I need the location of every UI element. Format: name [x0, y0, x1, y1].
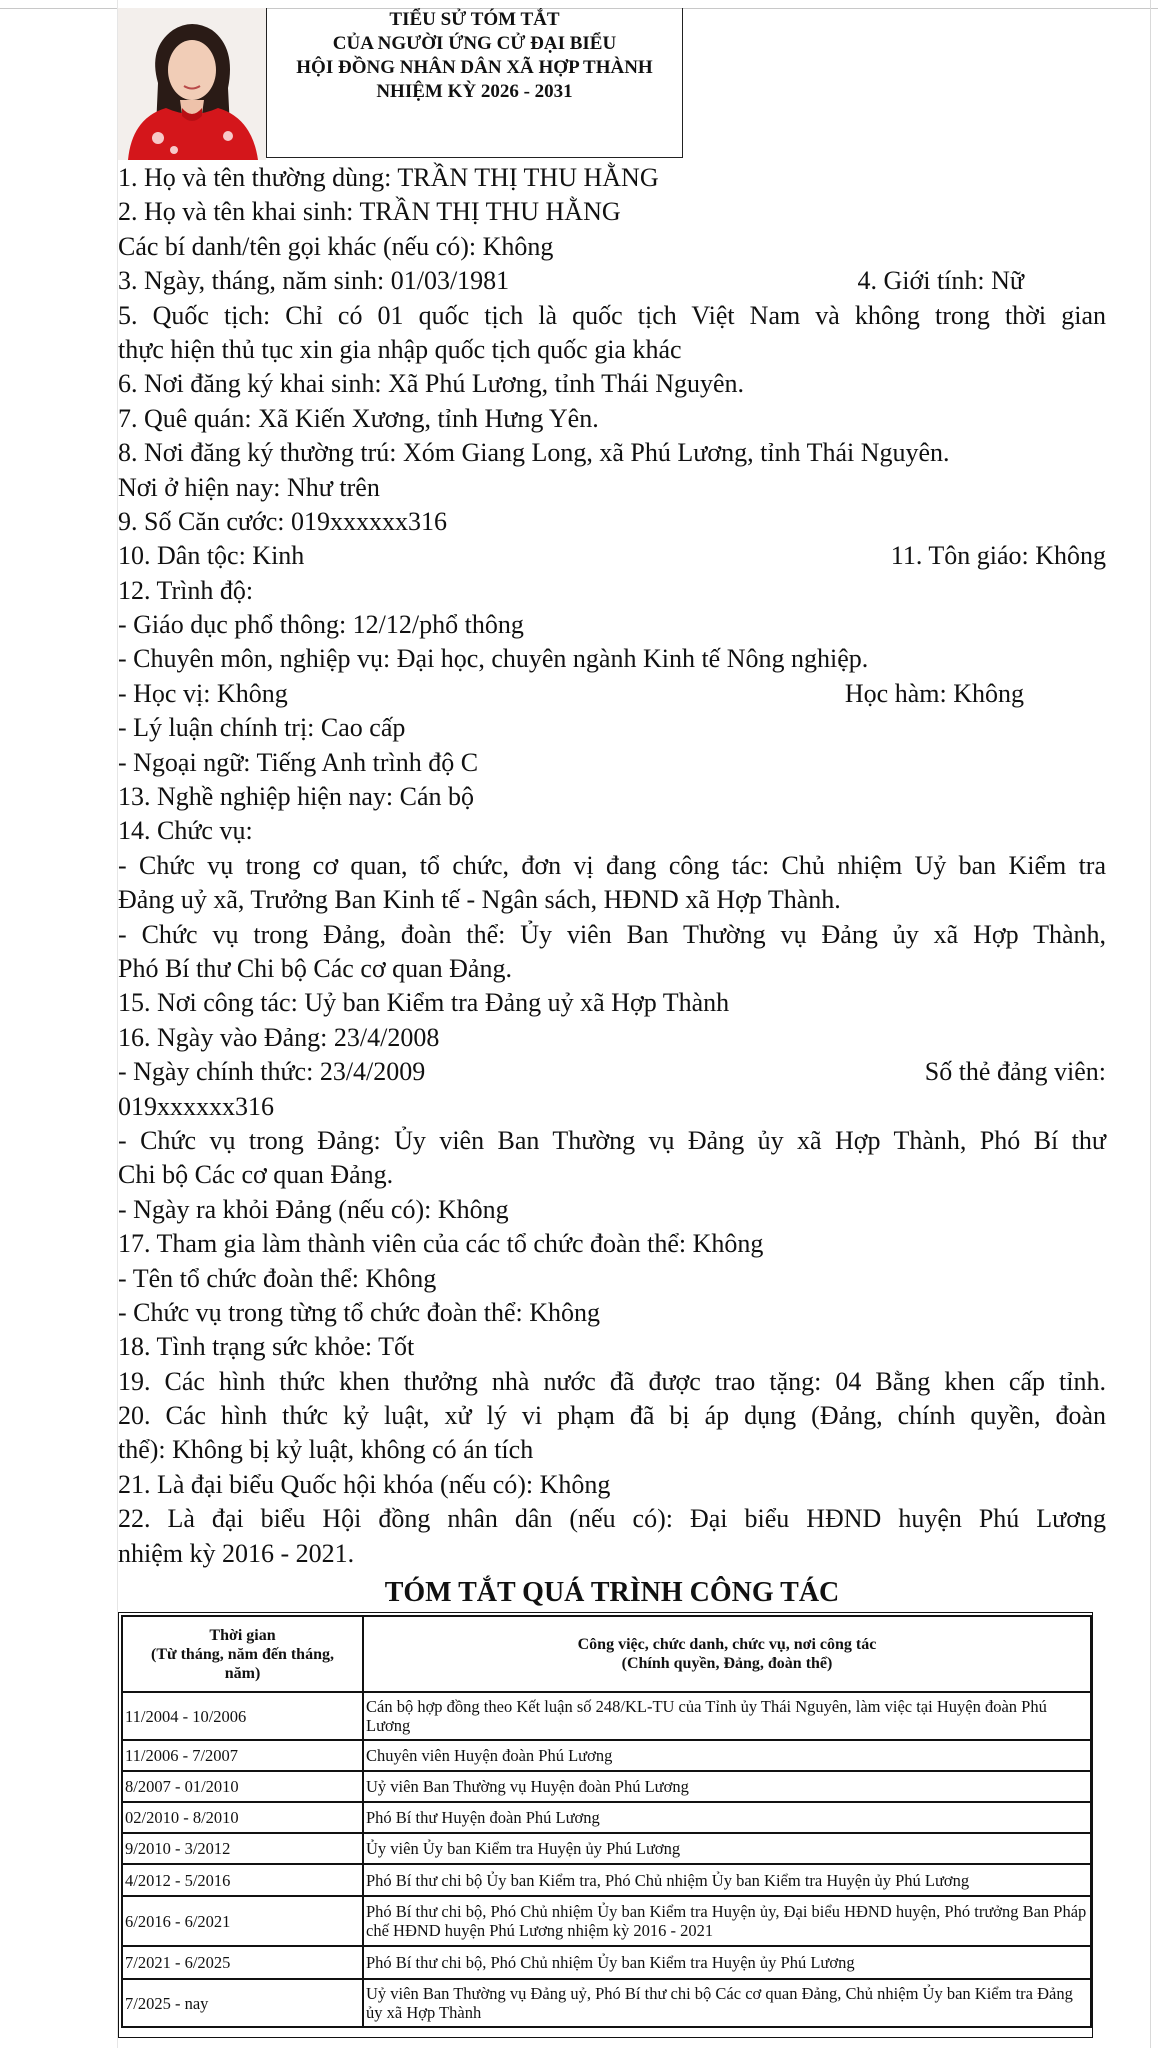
academic-degree: - Học vị: Không [118, 678, 288, 708]
bio-line: nhiệm kỳ 2016 - 2021. [118, 1538, 355, 1568]
bio-line: 019xxxxxx316 [118, 1091, 274, 1121]
header-period-line: Thời gian [209, 1626, 276, 1644]
period-cell: 9/2010 - 3/2012 [122, 1833, 363, 1864]
period-cell: 7/2025 - nay [122, 1979, 363, 2027]
description-cell: Chuyên viên Huyện đoàn Phú Lương [363, 1740, 1091, 1771]
table-row [122, 1692, 1091, 1740]
religion: 11. Tôn giáo: Không [890, 541, 1106, 571]
period-cell: 11/2006 - 7/2007 [122, 1740, 363, 1771]
bio-line: - Chức vụ trong Đảng: Ủy viên Ban Thường vụ Đảng ủy xã Hợp Thành, Phó Bí thư [118, 1125, 1106, 1155]
bio-line: 5. Quốc tịch: Chỉ có 01 quốc tịch là quốc tịch Việt Nam và không trong thời gian [118, 300, 1106, 330]
candidate-photo [118, 8, 266, 160]
table-row [122, 1740, 1091, 1771]
bio-line: - Ngày ra khỏi Đảng (nếu có): Không [118, 1194, 509, 1224]
title-line-1: TIỂU SỬ TÓM TẮT [389, 9, 560, 30]
bio-line-pair [118, 539, 1106, 573]
header-period-line: năm) [224, 1664, 261, 1682]
bio-line: 17. Tham gia làm thành viên của các tổ chức đoàn thể: Không [118, 1229, 764, 1259]
bio-line: 16. Ngày vào Đảng: 23/4/2008 [118, 1022, 440, 1052]
table-row [122, 1833, 1091, 1864]
bio-line: Phó Bí thư Chi bộ Các cơ quan Đảng. [118, 953, 512, 983]
document-title-box [266, 8, 683, 158]
period-cell: 8/2007 - 01/2010 [122, 1771, 363, 1802]
bio-line: 14. Chức vụ: [118, 816, 253, 846]
period-cell: 6/2016 - 6/2021 [122, 1896, 363, 1946]
bio-line: Các bí danh/tên gọi khác (nếu có): Không [118, 231, 554, 261]
bio-line: - Giáo dục phổ thông: 12/12/phổ thông [118, 610, 524, 640]
period-cell: 4/2012 - 5/2016 [122, 1864, 363, 1896]
official-party-date: - Ngày chính thức: 23/4/2009 [118, 1057, 426, 1087]
period-cell: 02/2010 - 8/2010 [122, 1802, 363, 1833]
bio-line: 12. Trình độ: [118, 575, 254, 605]
bio-line: - Chức vụ trong từng tổ chức đoàn thể: Không [118, 1297, 601, 1327]
bio-line: - Chức vụ trong cơ quan, tổ chức, đơn vị đang công tác: Chủ nhiệm Uỷ ban Kiểm tra [118, 850, 1106, 880]
period-cell: 11/2004 - 10/2006 [122, 1692, 363, 1740]
table-row [122, 1896, 1091, 1946]
bio-line: thực hiện thủ tục xin gia nhập quốc tịch quốc gia khác [118, 334, 682, 364]
header-period [122, 1616, 363, 1692]
bio-line: thể): Không bị kỷ luật, không có án tích [118, 1435, 534, 1465]
bio-line: 7. Quê quán: Xã Kiến Xương, tỉnh Hưng Yên. [118, 403, 599, 433]
description-cell: Phó Bí thư chi bộ Ủy ban Kiểm tra, Phó Chủ nhiệm Ủy ban Kiểm tra Huyện ủy Phú Lương [363, 1864, 1091, 1896]
bio-line: 6. Nơi đăng ký khai sinh: Xã Phú Lương, tỉnh Thái Nguyên. [118, 369, 745, 399]
gender: 4. Giới tính: Nữ [857, 266, 1024, 296]
header-description-line: Công việc, chức danh, chức vụ, nơi công tác [577, 1636, 877, 1653]
bio-line: 21. Là đại biểu Quốc hội khóa (nếu có): Không [118, 1469, 611, 1499]
table-row [122, 1771, 1091, 1802]
bio-line-pair [118, 677, 1106, 711]
bio-line: 13. Nghề nghiệp hiện nay: Cán bộ [118, 782, 474, 812]
bio-line-pair [118, 1055, 1106, 1089]
table-header-row [122, 1616, 1091, 1692]
description-cell: Uỷ viên Ban Thường vụ Đảng uỷ, Phó Bí thư chi bộ Các cơ quan Đảng, Chủ nhiệm Ủy ban Kiểm tra Đảng ủy xã Hợp Thành [363, 1979, 1091, 2027]
bio-line: 9. Số Căn cước: 019xxxxxx316 [118, 506, 447, 536]
bio-line: 22. Là đại biểu Hội đồng nhân dân (nếu có): Đại biểu HĐND huyện Phú Lương [118, 1504, 1106, 1534]
bio-line: 8. Nơi đăng ký thường trú: Xóm Giang Long, xã Phú Lương, tỉnh Thái Nguyên. [118, 438, 950, 468]
bio-line: 1. Họ và tên thường dùng: TRẦN THỊ THU HẰNG [118, 163, 659, 192]
bio-line: 18. Tình trạng sức khỏe: Tốt [118, 1332, 415, 1362]
bio-line: Nơi ở hiện nay: Như trên [118, 472, 380, 502]
title-line-3: HỘI ĐỒNG NHÂN DÂN XÃ HỢP THÀNH [296, 57, 653, 78]
bio-line: Chi bộ Các cơ quan Đảng. [118, 1160, 394, 1190]
work-history-title: TÓM TẮT QUÁ TRÌNH CÔNG TÁC [384, 1577, 840, 1608]
portrait-image [118, 8, 266, 160]
table-row [122, 1979, 1091, 2027]
bio-line: 2. Họ và tên khai sinh: TRẦN THỊ THU HẰNG [118, 197, 621, 227]
document-header [118, 8, 686, 160]
title-line-2: CỦA NGƯỜI ỨNG CỬ ĐẠI BIỂU [332, 33, 617, 54]
table-row [122, 1946, 1091, 1979]
header-description-line: (Chính quyền, Đảng, đoàn thể) [621, 1655, 833, 1672]
description-cell: Uỷ viên Ban Thường vụ Huyện đoàn Phú Lương [363, 1771, 1091, 1802]
bio-line: - Chức vụ trong Đảng, đoàn thể: Ủy viên Ban Thường vụ Đảng ủy xã Hợp Thành, [118, 919, 1106, 949]
description-cell: Cán bộ hợp đồng theo Kết luận số 248/KL-TU của Tỉnh ủy Thái Nguyên, làm việc tại Huyện đoàn Phú Lương [363, 1692, 1091, 1740]
ethnicity: 10. Dân tộc: Kinh [118, 541, 305, 571]
table-row [122, 1802, 1091, 1833]
bio-line-pair [118, 264, 1106, 298]
table-row [122, 1864, 1091, 1896]
birth-date: 3. Ngày, tháng, năm sinh: 01/03/1981 [118, 266, 510, 296]
party-card-label: Số thẻ đảng viên: [924, 1057, 1106, 1087]
biography-body [118, 161, 1106, 1571]
title-line-4: NHIỆM KỲ 2026 - 2031 [376, 81, 573, 102]
bio-line: 19. Các hình thức khen thưởng nhà nước đã được trao tặng: 04 Bằng khen cấp tỉnh. [118, 1366, 1106, 1396]
header-period-line: (Từ tháng, năm đến tháng, [151, 1645, 334, 1663]
period-cell: 7/2021 - 6/2025 [122, 1946, 363, 1979]
work-history-table [121, 1615, 1092, 2028]
bio-line: - Chuyên môn, nghiệp vụ: Đại học, chuyên ngành Kinh tế Nông nghiệp. [118, 644, 869, 674]
description-cell: Phó Bí thư Huyện đoàn Phú Lương [363, 1802, 1091, 1833]
bio-line: Đảng uỷ xã, Trưởng Ban Kinh tế - Ngân sách, HĐND xã Hợp Thành. [118, 885, 841, 915]
bio-line: - Lý luận chính trị: Cao cấp [118, 713, 406, 743]
header-description [363, 1616, 1091, 1692]
bio-line: 15. Nơi công tác: Uỷ ban Kiểm tra Đảng uỷ xã Hợp Thành [118, 988, 730, 1018]
bio-line: - Tên tổ chức đoàn thể: Không [118, 1263, 437, 1293]
bio-line: 20. Các hình thức kỷ luật, xử lý vi phạm đã bị áp dụng (Đảng, chính quyền, đoàn [118, 1401, 1106, 1431]
description-cell: Ủy viên Ủy ban Kiểm tra Huyện ủy Phú Lương [363, 1833, 1091, 1864]
description-cell: Phó Bí thư chi bộ, Phó Chủ nhiệm Ủy ban Kiểm tra Huyện ủy, Đại biểu HĐND huyện, Phó trưởng Ban Pháp chế HĐND huyện Phú Lương nhiệm kỳ 2016 - 2021 [363, 1896, 1091, 1946]
work-history-table-frame [118, 1612, 1093, 2038]
bio-line: - Ngoại ngữ: Tiếng Anh trình độ C [118, 747, 479, 777]
academic-title: Học hàm: Không [844, 678, 1024, 708]
description-cell: Phó Bí thư chi bộ, Phó Chủ nhiệm Ủy ban Kiểm tra Huyện ủy Phú Lương [363, 1946, 1091, 1979]
page-right-edge [1150, 0, 1151, 2048]
